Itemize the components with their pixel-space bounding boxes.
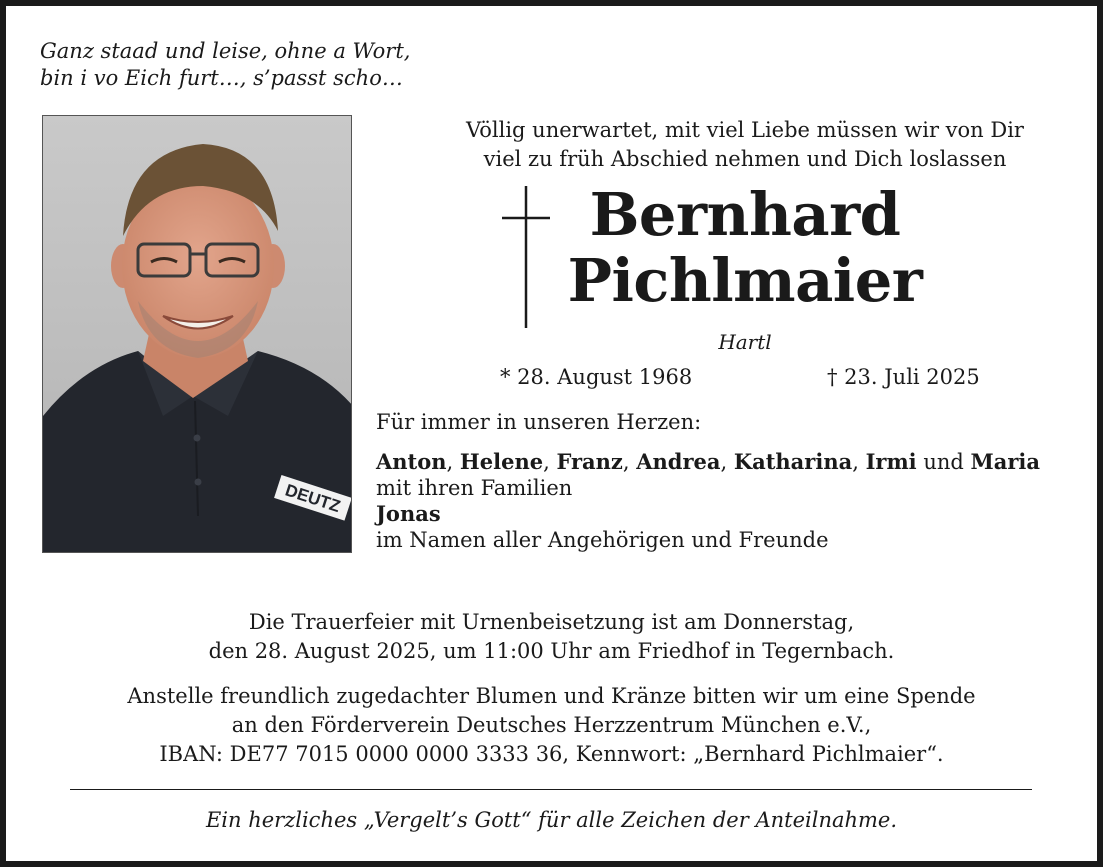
birth-date: * 28. August 1968 [500,365,693,389]
intro-line-2: viel zu früh Abschied nehmen und Dich loslassen [483,147,1007,171]
family-name-jonas: Jonas [376,501,441,526]
first-name: Bernhard [589,180,901,249]
family-name-andrea: Andrea [636,449,721,474]
nickname: Hartl [718,330,772,354]
family-name-franz: Franz [556,449,623,474]
ceremony-info [0,608,1103,666]
divider [70,789,1032,790]
family-name-helene: Helene [459,449,544,474]
family-names: Anton, Helene, Franz, Andrea, Katharina, Irmi und Maria [376,449,1041,474]
ceremony-line-2: den 28. August 2025, um 11:00 Uhr am Friedhof in Tegernbach. [208,639,895,663]
donation-info [0,682,1103,769]
motto [40,38,410,92]
with-families: mit ihren Familien [376,476,573,500]
family-name-anton: Anton [376,449,447,474]
donation-line-2: an den Förderverein Deutsches Herzzentrum München e.V., [231,713,872,737]
family-block [376,409,1066,553]
death-date: † 23. Juli 2025 [827,365,980,389]
deceased-name [560,182,930,314]
family-name-katharina: Katharina [733,449,853,474]
cross-icon [498,186,554,328]
on-behalf: im Namen aller Angehörigen und Freunde [376,528,829,552]
family-heading: Für immer in unseren Herzen: [376,410,702,434]
donation-line-3: IBAN: DE77 7015 0000 0000 3333 36, Kennwort: „Bernhard Pichlmaier“. [159,742,944,766]
ceremony-line-1: Die Trauerfeier mit Urnenbeisetzung ist am Donnerstag, [248,610,855,634]
thanks-line: Ein herzliches „Vergelt’s Gott“ für alle Zeichen der Anteilnahme. [205,808,898,832]
donation-line-1: Anstelle freundlich zugedachter Blumen und Kränze bitten wir um eine Spende [127,684,976,708]
intro-line-1: Völlig unerwartet, mit viel Liebe müssen wir von Dir [466,118,1024,142]
portrait-photo [42,115,352,553]
motto-line-1: Ganz staad und leise, ohne a Wort, [40,39,411,63]
family-name-maria: Maria [970,449,1041,474]
shirt-logo: DEUTZ [282,480,343,517]
last-name: Pichlmaier [567,246,923,315]
motto-line-2: bin i vo Eich furt…, s’passt scho… [40,66,403,90]
intro-text [360,116,1103,174]
family-name-irmi: Irmi [865,449,917,474]
